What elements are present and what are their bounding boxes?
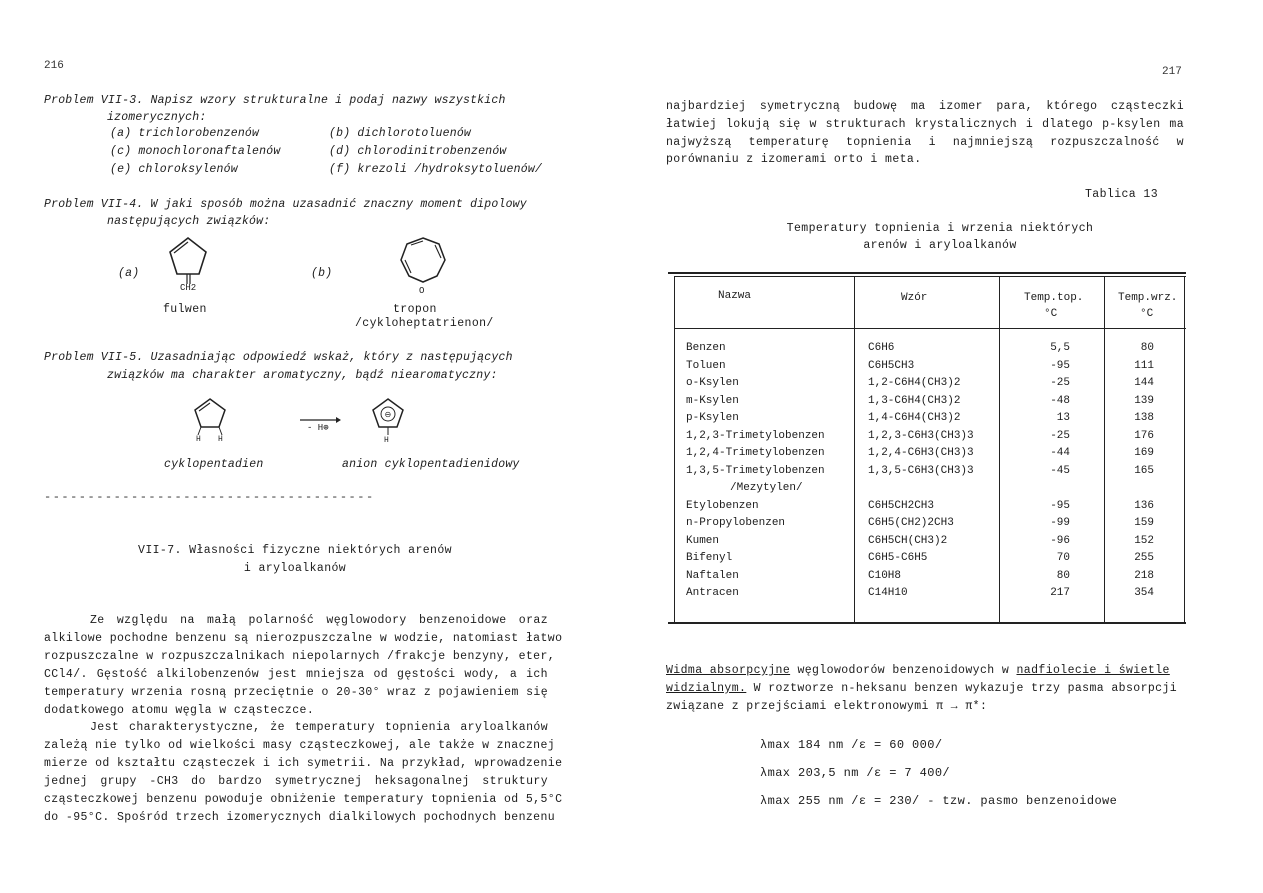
problem-3-title-cont: izomerycznych: <box>107 111 207 124</box>
table-title-cont: arenów i aryloalkanów <box>863 239 1017 252</box>
table-cell-name: 1,2,4-Trimetylobenzen <box>686 447 825 459</box>
fulwen-ch2-label: CH2 <box>180 283 197 293</box>
spectra-term-1: Widma absorpcyjne <box>666 664 791 677</box>
table-cell-mp: -25 <box>1050 377 1070 389</box>
table-cell-mp: -25 <box>1050 429 1070 442</box>
table-cell-name: o-Ksylen <box>686 377 739 389</box>
table-cell-bp: 80 <box>1140 342 1154 354</box>
anion-name: anion cyklopentadienidowy <box>342 458 520 471</box>
tropon-o-label: O <box>419 286 425 296</box>
table-cell-bp: 169 <box>1134 447 1154 459</box>
section-title: VII-7. Własności fizyczne niektórych arenów <box>138 544 452 557</box>
table-cell-mp: -45 <box>1050 464 1070 477</box>
table-cell-formula: 1,2,4-C6H3(CH3)3 <box>868 447 974 459</box>
divider-line: -------------------------------------- <box>44 490 375 504</box>
cyclopentadienide-structure <box>368 395 408 439</box>
table-cell-mp: 80 <box>1056 569 1070 582</box>
para-line-1: Ze względu na małą polarność węglowodory benzenoidowe oraz <box>90 614 548 627</box>
table-cell-formula: C10H8 <box>868 569 902 582</box>
label-a: (a) <box>118 267 140 280</box>
para-line-2: alkilowe pochodne benzenu są nierozpuszczalne w wodzie, natomiast łatwo <box>44 632 563 645</box>
table-cell-formula: 1,4-C6H4(CH3)2 <box>868 412 961 424</box>
table-cell-mp: 13 <box>1056 412 1070 424</box>
problem-3-item-f: (f) krezoli /hydroksytoluenów/ <box>329 163 543 176</box>
table-cell-bp: 111 <box>1134 359 1154 372</box>
tropon-structure <box>395 234 451 294</box>
table-cell-name: p-Ksylen <box>686 412 739 424</box>
table-cell-name: Etylobenzen <box>686 499 759 512</box>
label-b: (b) <box>311 267 333 280</box>
table-cell-mp: -95 <box>1050 499 1070 512</box>
header-mp: Temp.top. <box>1024 292 1084 304</box>
lambda-line-1: λmax 184 nm /ε = 60 000/ <box>760 738 943 752</box>
right-text-line-4: porównaniu z izomerami orto i meta. <box>666 153 922 166</box>
tropon-name: tropon <box>393 303 437 316</box>
arrow-label: - H⊕ <box>307 423 329 433</box>
right-text-line-2: łatwiej lokują się w strukturach krystalicznych i dlatego p-ksylen ma <box>666 118 1184 131</box>
table-cell-bp: 144 <box>1134 377 1154 389</box>
table-cell-name: Naftalen <box>686 569 739 582</box>
table-cell-name: Toluen <box>686 359 726 372</box>
table-cell-formula: C6H5(CH2)2CH3 <box>868 517 954 529</box>
problem-4-title: Problem VII-4. W jaki sposób można uzasadnić znaczny moment dipolowy <box>44 198 527 211</box>
table-cell-bp: 159 <box>1134 517 1154 529</box>
table-cell-mp: -99 <box>1050 517 1070 529</box>
spectra-line-3: związane z przejściami elektronowymi π → π*: <box>666 700 988 713</box>
lambda-line-2: λmax 203,5 nm /ε = 7 400/ <box>760 766 951 780</box>
table-cell-name: n-Propylobenzen <box>686 517 786 529</box>
problem-3-title: Problem VII-3. Napisz wzory strukturalne i podaj nazwy wszystkich <box>44 94 506 107</box>
table-cell-name: Antracen <box>686 587 739 599</box>
table-cell-bp: 152 <box>1134 534 1154 547</box>
table-cell-formula: 1,3-C6H4(CH3)2 <box>868 394 961 407</box>
spectra-text-1: węglowodorów benzenoidowych w <box>797 664 1010 677</box>
para-line-3: rozpuszczalne w rozpuszczalnikach niepolarnych /frakcje benzyny, eter, <box>44 650 556 663</box>
problem-4-title-cont: następujących związków: <box>107 215 271 228</box>
table-cell-bp: 176 <box>1134 429 1154 442</box>
table-cell-name: /Mezytylen/ <box>730 482 803 494</box>
table-cell-formula: C14H10 <box>868 587 908 599</box>
table-cell-name: 1,3,5-Trimetylobenzen <box>686 464 825 477</box>
table-label: Tablica 13 <box>1085 188 1159 201</box>
table-cell-bp: 139 <box>1134 394 1154 407</box>
table-cell-formula: C6H5CH3 <box>868 359 915 372</box>
para-line-6: dodatkowego atomu węgla w cząsteczce. <box>44 704 315 717</box>
para-line-4: CCl4/. Gęstość alkilobenzenów jest mniejsza od gęstości wody, a ich <box>44 668 548 681</box>
problem-3-item-d: (d) chlorodinitrobenzenów <box>329 145 507 158</box>
table-cell-formula: 1,2-C6H4(CH3)2 <box>868 377 961 389</box>
cp-h-right: H <box>218 435 223 444</box>
table-cell-mp: 70 <box>1056 552 1070 564</box>
fulwen-name: fulwen <box>163 303 207 316</box>
table-cell-name: Benzen <box>686 342 726 354</box>
table-cell-formula: 1,2,3-C6H3(CH3)3 <box>868 429 974 442</box>
table-title: Temperatury topnienia i wrzenia niektórych <box>786 222 1094 235</box>
problem-3-item-a: (a) trichlorobenzenów <box>110 127 260 140</box>
table-cell-formula: 1,3,5-C6H3(CH3)3 <box>868 464 974 477</box>
para-line-8: zależą nie tylko od wielkości masy cząsteczkowej, ale także w znacznej <box>44 739 556 752</box>
anion-h: H <box>384 436 389 445</box>
para-line-7: Jest charakterystyczne, że temperatury topnienia aryloalkanów <box>90 721 548 734</box>
problem-3-item-b: (b) dichlorotoluenów <box>329 127 472 140</box>
header-name: Nazwa <box>718 290 752 302</box>
spectra-line-1 <box>666 664 1170 677</box>
para-line-10: jednej grupy -CH3 do bardzo symetrycznej heksagonalnej struktury <box>44 775 548 788</box>
table-cell-name: 1,2,3-Trimetylobenzen <box>686 429 825 442</box>
spectra-text-2: W roztworze n-heksanu benzen wykazuje trzy pasma absorpcji <box>753 682 1178 695</box>
para-line-12: do -95°C. Spośród trzech izomerycznych dialkilowych pochodnych benzenu <box>44 811 556 824</box>
table-cell-bp: 354 <box>1134 587 1154 599</box>
table-cell-formula: C6H6 <box>868 342 895 354</box>
table-cell-mp: -95 <box>1050 359 1070 372</box>
table-cell-bp: 165 <box>1134 464 1154 477</box>
para-line-11: cząsteczkowej benzenu powoduje obniżenie temperatury topnienia od 5,5°C <box>44 793 563 806</box>
cp-h-left: H <box>196 435 201 444</box>
table-cell-mp: 217 <box>1050 587 1070 599</box>
page-number-right: 217 <box>1162 66 1182 78</box>
header-bp-unit: °C <box>1140 308 1154 320</box>
table-cell-bp: 136 <box>1134 499 1154 512</box>
table-cell-mp: 5,5 <box>1050 342 1070 354</box>
table-cell-bp: 255 <box>1134 552 1154 564</box>
spectra-line-2 <box>666 682 1177 695</box>
table-cell-bp: 218 <box>1134 569 1154 582</box>
svg-text:⊖: ⊖ <box>384 410 392 419</box>
table-cell-bp: 138 <box>1134 412 1154 424</box>
problem-5-title-cont: związków ma charakter aromatyczny, bądź niearomatyczny: <box>107 369 498 382</box>
table-cell-mp: -96 <box>1050 534 1070 547</box>
table-cell-name: Kumen <box>686 534 720 547</box>
cyclopentadiene-name: cyklopentadien <box>164 458 264 471</box>
section-title-cont: i aryloalkanów <box>243 562 347 575</box>
header-bp: Temp.wrz. <box>1118 292 1178 304</box>
table-cell-mp: -48 <box>1050 394 1070 407</box>
spectra-term-2: nadfiolecie i świetle <box>1016 664 1170 677</box>
table-cell-name: Bifenyl <box>686 552 733 564</box>
tropon-name-alt: /cykloheptatrienon/ <box>355 317 494 330</box>
lambda-line-3: λmax 255 nm /ε = 230/ - tzw. pasmo benzenoidowe <box>760 794 1118 808</box>
problem-5-title: Problem VII-5. Uzasadniając odpowiedź wskaż, który z następujących <box>44 351 513 364</box>
table-cell-mp: -44 <box>1050 447 1070 459</box>
data-table <box>668 272 1188 624</box>
page-number-left: 216 <box>44 60 64 72</box>
para-line-5: temperatury wrzenia rosną przeciętnie o 20-30° wraz z pojawieniem się <box>44 686 548 699</box>
header-formula: Wzór <box>901 292 928 304</box>
right-text-line-1: najbardziej symetryczną budowę ma izomer para, którego cząsteczki <box>666 100 1184 113</box>
spectra-term-3: widzialnym. <box>666 682 747 695</box>
cyclopentadiene-structure <box>190 395 230 439</box>
header-mp-unit: °C <box>1044 308 1058 320</box>
right-text-line-3: najwyższą temperaturę topnienia i najmniejszą rozpuszczalność w <box>666 136 1184 149</box>
table-cell-name: m-Ksylen <box>686 394 739 407</box>
table-cell-formula: C6H5CH2CH3 <box>868 499 935 512</box>
problem-3-item-c: (c) monochloronaftalenów <box>110 145 281 158</box>
para-line-9: mierze od kształtu cząsteczek i ich symetrii. Na przykład, wprowadzenie <box>44 757 563 770</box>
table-cell-formula: C6H5CH(CH3)2 <box>868 534 948 547</box>
problem-3-item-e: (e) chloroksylenów <box>110 163 238 176</box>
table-cell-formula: C6H5-C6H5 <box>868 552 928 564</box>
